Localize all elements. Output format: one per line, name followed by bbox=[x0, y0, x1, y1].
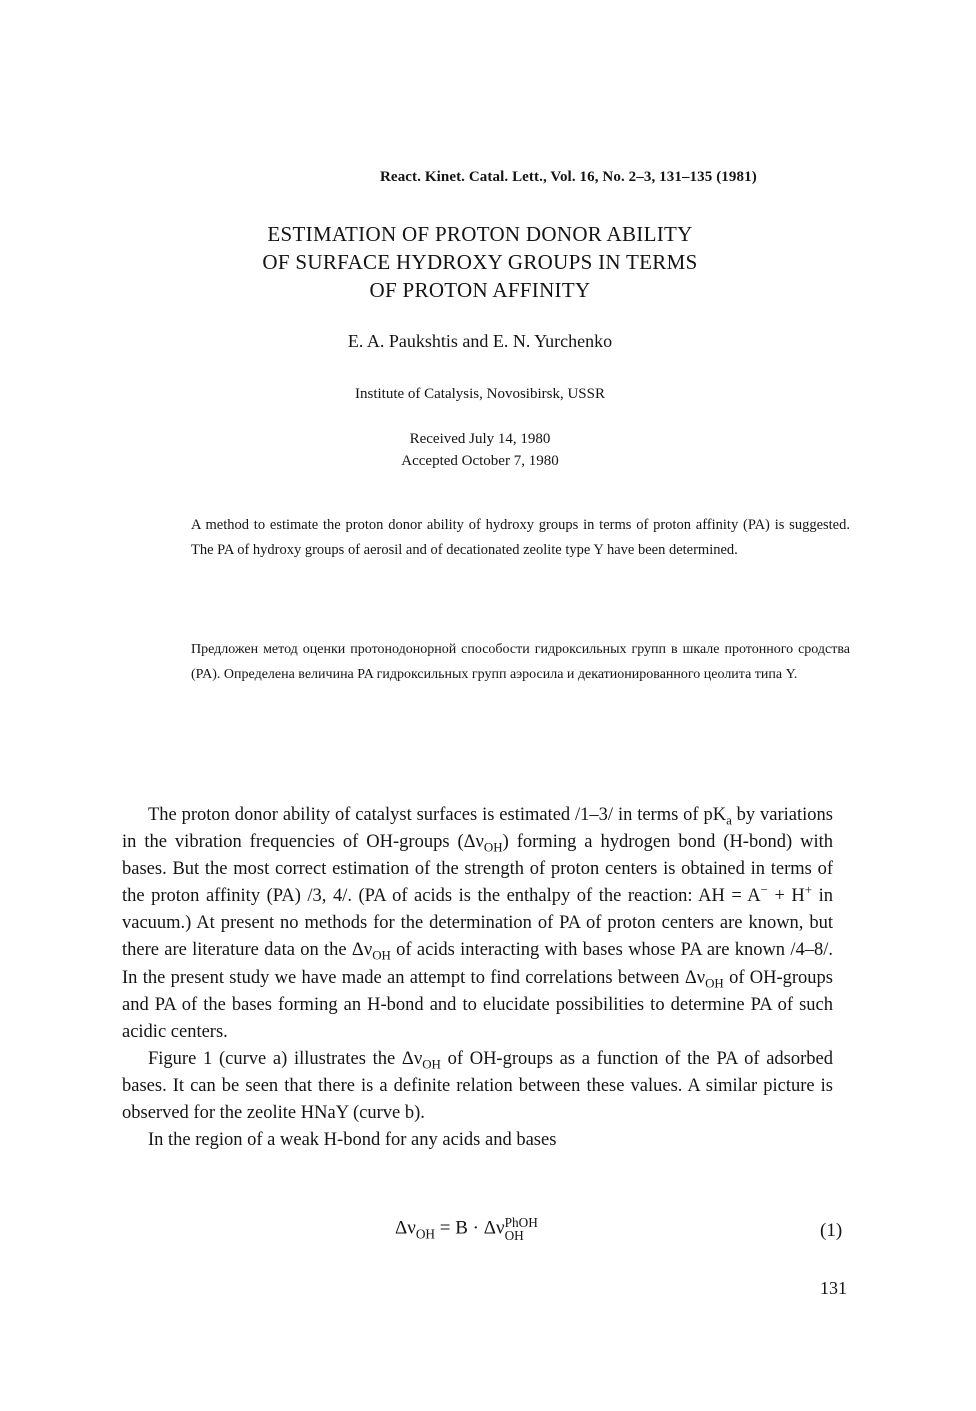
title-line: ESTIMATION OF PROTON DONOR ABILITY bbox=[267, 222, 693, 246]
subscript: OH bbox=[415, 1226, 436, 1242]
subscript: OH bbox=[422, 1056, 441, 1072]
dates bbox=[180, 428, 780, 472]
institution: Institute of Catalysis, Novosibirsk, USSR bbox=[354, 386, 605, 402]
title-line: OF PROTON AFFINITY bbox=[369, 278, 591, 302]
page-number: 131 bbox=[820, 1278, 847, 1298]
journal-reference: React. Kinet. Catal. Lett., Vol. 16, No. 2–3, 131–135 (1981) bbox=[380, 169, 757, 185]
paper-title bbox=[180, 220, 780, 304]
equation-1 bbox=[395, 1216, 538, 1243]
superscript: − bbox=[760, 882, 768, 898]
abstract-english: A method to estimate the proton donor ability of hydroxy groups in terms of proton affinity (PA) is suggested. The PA of hydroxy groups of aerosil and of decationated zeolite type Y have been determined. bbox=[191, 517, 850, 558]
accepted-date: Accepted October 7, 1980 bbox=[401, 453, 559, 469]
subscript: OH bbox=[483, 839, 503, 855]
sub-sup-stack bbox=[505, 1216, 538, 1243]
text-run: of acids interacting with bases whose PA are known /4–8/. In the present study we have made an attempt to find correlations between Δν bbox=[122, 940, 833, 988]
text-run: of OH-groups and PA of the bases forming an H-bond and to elucidate possibilities to determine PA of such acidic centers. bbox=[122, 967, 833, 1042]
text-run: ) forming a hydrogen bond (H-bond) with bases. But the most correct estimation of the strength of proton centers is obtained in terms of the proton affinity (PA) /3, 4/. (PA of acids is the enthalpy of the reaction: AH = A bbox=[122, 832, 833, 907]
superscript: + bbox=[804, 882, 813, 898]
equation-number: (1) bbox=[820, 1220, 843, 1241]
body-text bbox=[122, 802, 833, 1154]
subscript: OH bbox=[504, 1228, 524, 1244]
subscript: OH bbox=[705, 975, 724, 991]
text-run: Figure 1 (curve a) illustrates the Δν bbox=[148, 1048, 423, 1069]
equation-term: Δν bbox=[395, 1217, 416, 1239]
title-line: OF SURFACE HYDROXY GROUPS IN TERMS bbox=[262, 250, 698, 274]
text-run: by variations in the vibration frequencies of OH-groups (Δν bbox=[122, 805, 833, 853]
paragraph-3: In the region of a weak H-bond for any acids and bases bbox=[148, 1130, 557, 1151]
authors: E. A. Paukshtis and E. N. Yurchenko bbox=[347, 331, 613, 351]
subscript: OH bbox=[372, 948, 391, 964]
paragraph-1 bbox=[122, 802, 833, 1046]
superscript: PhOH bbox=[504, 1215, 538, 1230]
equation-term: = B · Δν bbox=[435, 1217, 505, 1239]
text-run: of OH-groups as a function of the PA of adsorbed bases. It can be seen that there is a definite relation between these values. A similar picture is observed for the zeolite HNaY (curve b). bbox=[122, 1048, 834, 1124]
text-run: + H bbox=[767, 886, 805, 907]
subscript: a bbox=[726, 812, 732, 828]
text-run: The proton donor ability of catalyst surfaces is estimated /1–3/ in terms of pK bbox=[148, 805, 727, 825]
received-date: Received July 14, 1980 bbox=[409, 431, 551, 447]
abstract-russian: Предложен метод оценки протонодонорной способости гидроксильных групп в шкале протонного сродства (PA). Определена величина PA гидроксильных групп аэросила и декатионированного цеолита типа Y. bbox=[191, 642, 850, 682]
text-run: in vacuum.) At present no methods for the determination of PA of proton centers are known, but there are literature data on the Δν bbox=[122, 886, 834, 961]
paragraph-2 bbox=[122, 1046, 833, 1127]
